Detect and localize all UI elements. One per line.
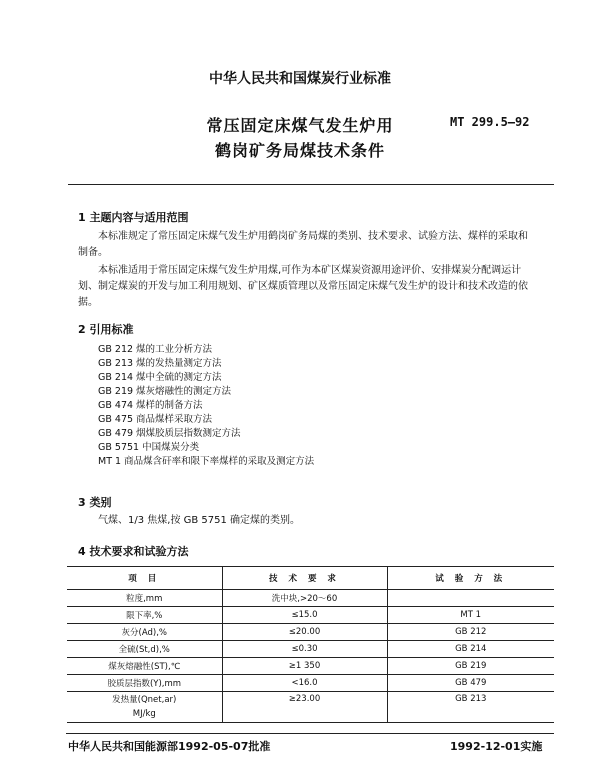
- row-requirement: ≥23.00: [222, 692, 387, 723]
- text-line: 制备。: [78, 247, 108, 258]
- standard-code: MT 299.5—92: [450, 115, 530, 129]
- header-method: 试 验 方 法: [387, 567, 554, 590]
- text-line: 本标准规定了常压固定床煤气发生炉用鹤岗矿务局煤的类别、技术要求、试验方法、煤样的采取和: [98, 231, 528, 242]
- row-method: GB 479: [387, 675, 554, 692]
- text-line: 本标准适用于常压固定床煤气发生炉用煤,可作为本矿区煤炭资源用途评价、安排煤炭分配调运计: [98, 265, 522, 276]
- row-requirement: 洗中块,>20～60: [222, 590, 387, 607]
- row-item-unit: MJ/kg: [132, 709, 156, 719]
- reference-item: GB 5751 中国煤炭分类: [98, 442, 200, 453]
- row-method: [387, 590, 554, 607]
- row-method: GB 212: [387, 624, 554, 641]
- table-row: [67, 692, 554, 723]
- section-3-text: 气煤、1/3 焦煤,按 GB 5751 确定煤的类别。: [98, 515, 301, 526]
- reference-item: GB 475 商品煤样采取方法: [98, 414, 213, 425]
- reference-list: [98, 343, 314, 469]
- table-row: [67, 641, 554, 658]
- reference-item: GB 219 煤灰熔融性的测定方法: [98, 386, 232, 397]
- row-item: 煤灰熔融性(ST),℃: [67, 658, 222, 675]
- row-item-label: 发热量(Qnet,ar): [112, 695, 177, 705]
- row-requirement: ≤15.0: [222, 607, 387, 624]
- text-line: 划、制定煤炭的开发与加工利用规划、矿区煤质管理以及常压固定床煤气发生炉的设计和技术改造的依: [78, 281, 528, 292]
- text-line: 据。: [78, 297, 98, 308]
- row-item: 限下率,%: [67, 607, 222, 624]
- section-4-heading: 4 技术要求和试验方法: [78, 545, 189, 558]
- row-requirement: <16.0: [222, 675, 387, 692]
- requirements-table: [67, 566, 554, 723]
- section-1-paragraph-2: [98, 263, 568, 279]
- reference-item: GB 479 烟煤胶质层指数测定方法: [98, 428, 241, 439]
- document-title-line1: 常压固定床煤气发生炉用: [206, 116, 394, 135]
- row-requirement: ≤0.30: [222, 641, 387, 658]
- section-2-heading: 2 引用标准: [78, 323, 134, 336]
- table-row: [67, 590, 554, 607]
- reference-item: GB 214 煤中全硫的测定方法: [98, 372, 222, 383]
- row-item: 胶质层指数(Y),mm: [67, 675, 222, 692]
- row-method: GB 213: [387, 692, 554, 723]
- row-requirement: ≥1 350: [222, 658, 387, 675]
- section-1-paragraph-1: [98, 229, 558, 245]
- table-row: [67, 607, 554, 624]
- row-method: GB 219: [387, 658, 554, 675]
- header-requirement: 技 术 要 求: [222, 567, 387, 590]
- reference-item: MT 1 商品煤含矸率和限下率煤样的采取及测定方法: [98, 456, 315, 467]
- header-divider: [68, 184, 554, 185]
- table-row: [67, 624, 554, 641]
- header-item: 项 目: [67, 567, 222, 590]
- document-title-line2: 鹤岗矿务局煤技术条件: [214, 141, 385, 160]
- row-item: 粒度,mm: [67, 590, 222, 607]
- table-header-row: [67, 567, 554, 590]
- standard-category: 中华人民共和国煤炭行业标准: [209, 71, 391, 87]
- reference-item: GB 212 煤的工业分析方法: [98, 344, 213, 355]
- row-item: [67, 692, 222, 723]
- footer-divider: [66, 733, 554, 734]
- section-1-heading: 1 主题内容与适用范围: [78, 211, 189, 224]
- reference-item: GB 474 煤样的制备方法: [98, 400, 203, 411]
- row-requirement: ≤20.00: [222, 624, 387, 641]
- table-row: [67, 675, 554, 692]
- table-row: [67, 658, 554, 675]
- reference-item: GB 213 煤的发热量测定方法: [98, 358, 222, 369]
- section-3-heading: 3 类别: [78, 496, 112, 509]
- row-item: 灰分(Ad),%: [67, 624, 222, 641]
- row-method: MT 1: [387, 607, 554, 624]
- row-method: GB 214: [387, 641, 554, 658]
- effective-date: 1992-12-01实施: [450, 740, 543, 753]
- row-item: 全硫(St,d),%: [67, 641, 222, 658]
- issuer-approval: 中华人民共和国能源部1992-05-07批准: [68, 740, 271, 753]
